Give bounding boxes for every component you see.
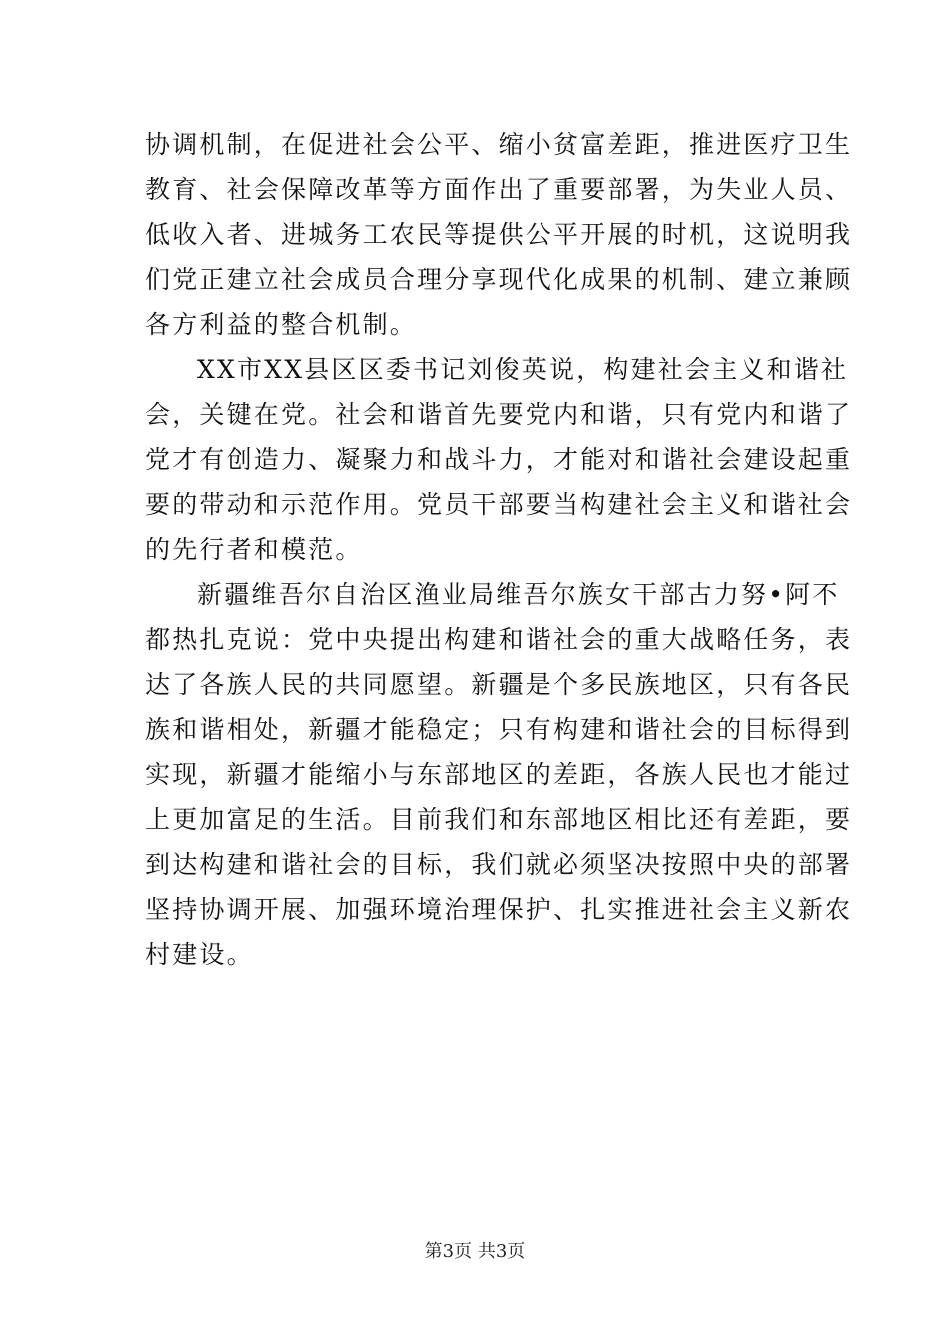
text-line: 上更加富足的生活。目前我们和东部地区相比还有差距，要: [145, 805, 853, 834]
paragraph-3: [145, 572, 853, 977]
text-line: 到达构建和谐社会的目标，我们就必须坚决按照中央的部署: [145, 850, 853, 879]
paragraph-2: [145, 347, 853, 572]
page-number-label: 第3页 共3页: [424, 1241, 526, 1262]
text-line: 都热扎克说：党中央提出构建和谐社会的重大战略任务，表: [145, 625, 853, 654]
text-line: 教育、社会保障改革等方面作出了重要部署，为失业人员、: [145, 175, 853, 204]
text-line: 会，关键在党。社会和谐首先要党内和谐，只有党内和谐了: [145, 400, 853, 429]
page-footer: [0, 1240, 950, 1264]
text-line: 族和谐相处，新疆才能稳定；只有构建和谐社会的目标得到: [145, 715, 853, 744]
text-line: XX市XX县区区委书记刘俊英说，构建社会主义和谐社: [197, 355, 849, 384]
text-line: 的先行者和模范。: [145, 535, 363, 564]
text-line: 党才有创造力、凝聚力和战斗力，才能对和谐社会建设起重: [145, 445, 853, 474]
text-line: 们党正建立社会成员合理分享现代化成果的机制、建立兼顾: [145, 265, 853, 294]
text-line: 坚持协调开展、加强环境治理保护、扎实推进社会主义新农: [145, 895, 853, 924]
text-line: 实现，新疆才能缩小与东部地区的差距，各族人民也才能过: [145, 760, 853, 789]
paragraph-1: [145, 122, 853, 347]
body-text: [145, 122, 853, 977]
text-line: 达了各族人民的共同愿望。新疆是个多民族地区，只有各民: [145, 670, 853, 699]
text-line: 要的带动和示范作用。党员干部要当构建社会主义和谐社会: [145, 490, 853, 519]
text-line: 低收入者、进城务工农民等提供公平开展的时机，这说明我: [145, 220, 853, 249]
text-line: 协调机制，在促进社会公平、缩小贫富差距，推进医疗卫生: [145, 130, 853, 159]
text-line: 新疆维吾尔自治区渔业局维吾尔族女干部古力努•阿不: [197, 580, 840, 609]
text-line: 各方利益的整合机制。: [145, 310, 418, 339]
text-line: 村建设。: [145, 940, 254, 969]
